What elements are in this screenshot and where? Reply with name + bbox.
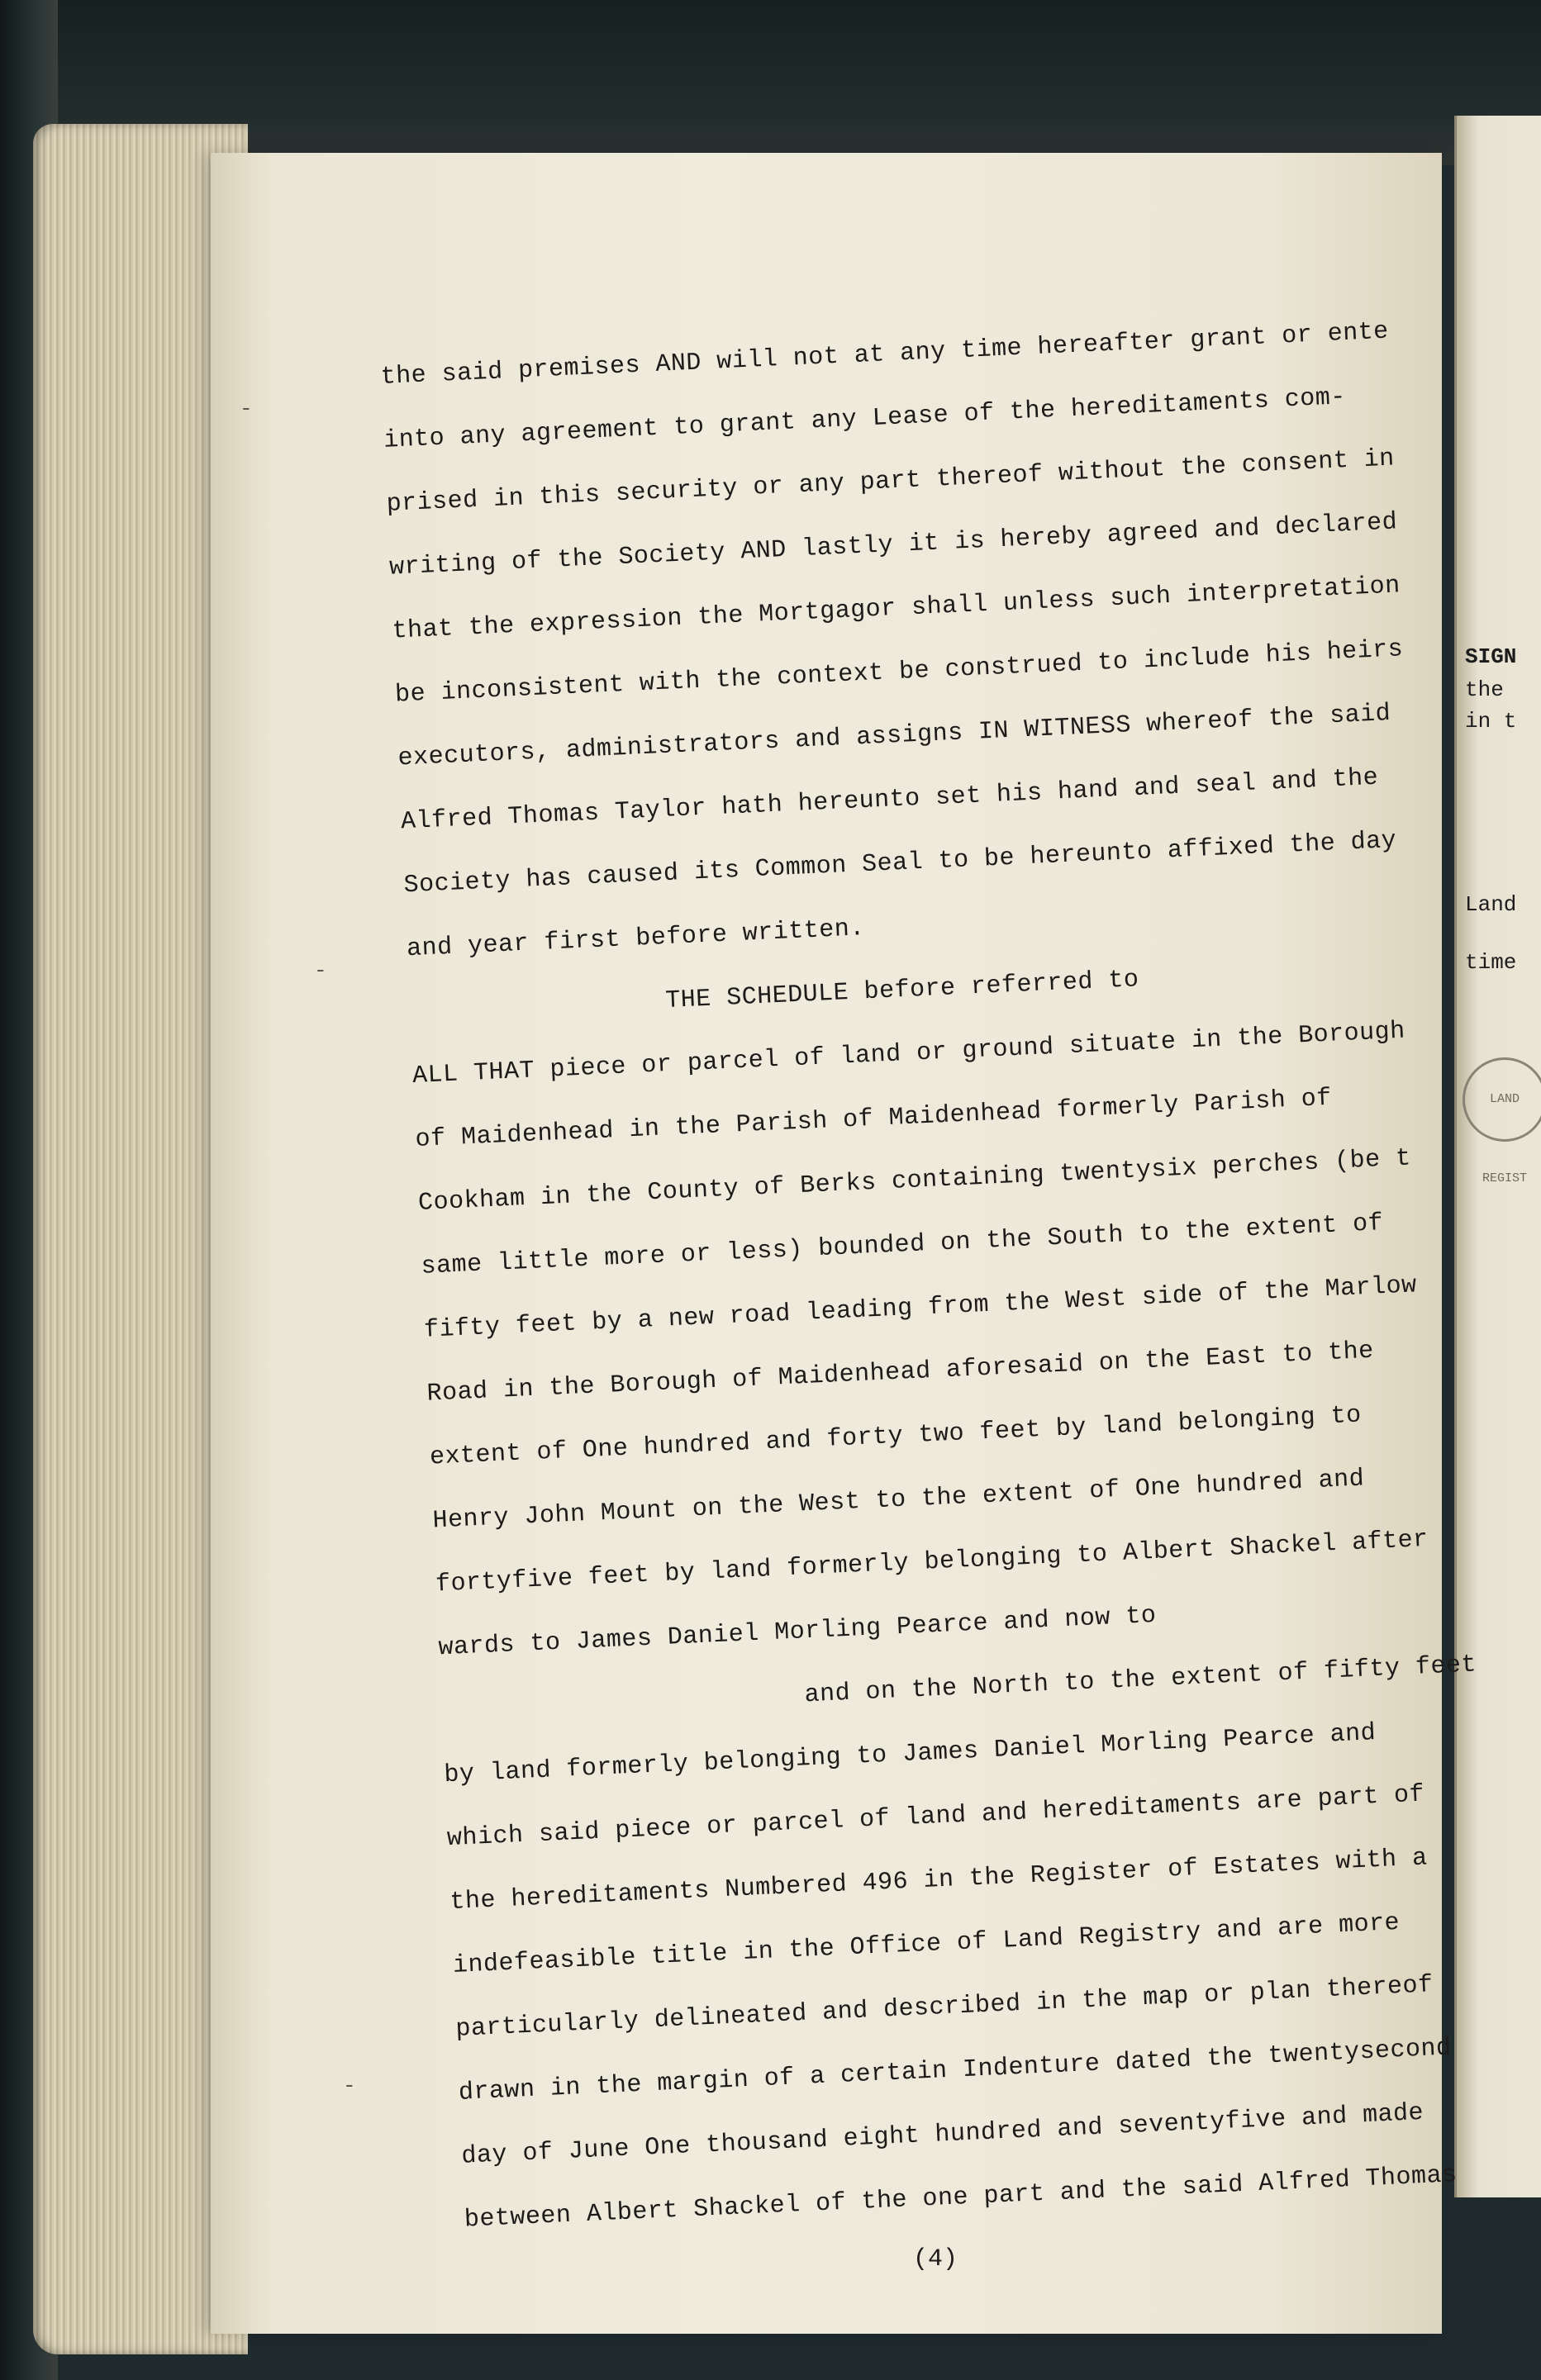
text-line: ALL THAT piece or parcel of land or ground situate in the Borough: [411, 1017, 1406, 1091]
text-line: which said piece or parcel of land and hereditaments are part of: [446, 1780, 1425, 1854]
margin-mark: -: [314, 958, 327, 983]
text-line: and year first before written.: [406, 914, 866, 964]
text-line: and on the North to the extent of fifty feet: [803, 1651, 1477, 1710]
facing-page-text: time: [1465, 950, 1517, 975]
text-line: indefeasible title in the Office of Land Registry and are more: [452, 1908, 1401, 1980]
text-line: drawn in the margin of a certain Indenture dated the twentysecond: [458, 2034, 1453, 2107]
text-line: Alfred Thomas Taylor hath hereunto set his hand and seal and the: [400, 763, 1379, 837]
facing-page-text: SIGN: [1465, 644, 1517, 669]
facing-page-text: the: [1465, 677, 1504, 702]
text-line: the said premises AND will not at any time hereafter grant or ente: [380, 317, 1390, 392]
schedule-heading: THE SCHEDULE before referred to: [664, 966, 1140, 1016]
text-line: between Albert Shackel of the one part and the said Alfred Thomas: [464, 2161, 1458, 2235]
margin-mark: -: [240, 397, 253, 421]
text-line: the hereditaments Numbered 496 in the Register of Estates with a: [449, 1844, 1429, 1917]
text-line: day of June One thousand eight hundred and seventyfive and made: [460, 2098, 1424, 2171]
text-line: that the expression the Mortgagor shall unless such interpretation: [391, 572, 1401, 646]
text-line: particularly delineated and described in the map or plan thereof: [454, 1971, 1434, 2044]
text-line: fifty feet by a new road leading from the West side of the Marlow: [423, 1271, 1418, 1345]
text-line: Society has caused its Common Seal to be hereunto affixed the day: [402, 826, 1397, 900]
text-line: wards to James Daniel Morling Pearce and now to: [437, 1601, 1158, 1663]
text-line: prised in this security or any part thereof without the consent in: [385, 444, 1396, 519]
text-line: be inconsistent with the context be construed to include his heirs: [394, 635, 1404, 710]
text-line: Road in the Borough of Maidenhead aforesaid on the East to the: [426, 1337, 1375, 1409]
facing-page-text: Land: [1465, 892, 1517, 917]
text-line: writing of the Society AND lastly it is hereby agreed and declared: [388, 508, 1398, 582]
typed-text: [380, 315, 1531, 2269]
text-line: same little more or less) bounded on the South to the extent of: [420, 1209, 1384, 1281]
land-registry-stamp: LAND REGIST: [1463, 1057, 1541, 1142]
text-line: Henry John Mount on the West to the extent of One hundred and: [431, 1465, 1365, 1536]
text-line: of Maidenhead in the Parish of Maidenhead formerly Parish of: [414, 1084, 1333, 1155]
text-line: by land formerly belonging to James Daniel Morling Pearce and: [443, 1719, 1377, 1790]
page-number: (4): [913, 2245, 958, 2273]
facing-page-text: in t: [1465, 709, 1517, 734]
text-line: into any agreement to grant any Lease of the hereditaments com-: [383, 383, 1347, 455]
margin-mark: -: [343, 2074, 356, 2098]
text-line: executors, administrators and assigns IN WITNESS whereof the said: [397, 699, 1391, 773]
text-line: extent of One hundred and forty two feet by land belonging to: [429, 1401, 1363, 1472]
text-line: Cookham in the County of Berks containing twentysix perches (be t: [417, 1144, 1412, 1218]
text-line: fortyfive feet by land formerly belonging to Albert Shackel after: [435, 1525, 1429, 1599]
